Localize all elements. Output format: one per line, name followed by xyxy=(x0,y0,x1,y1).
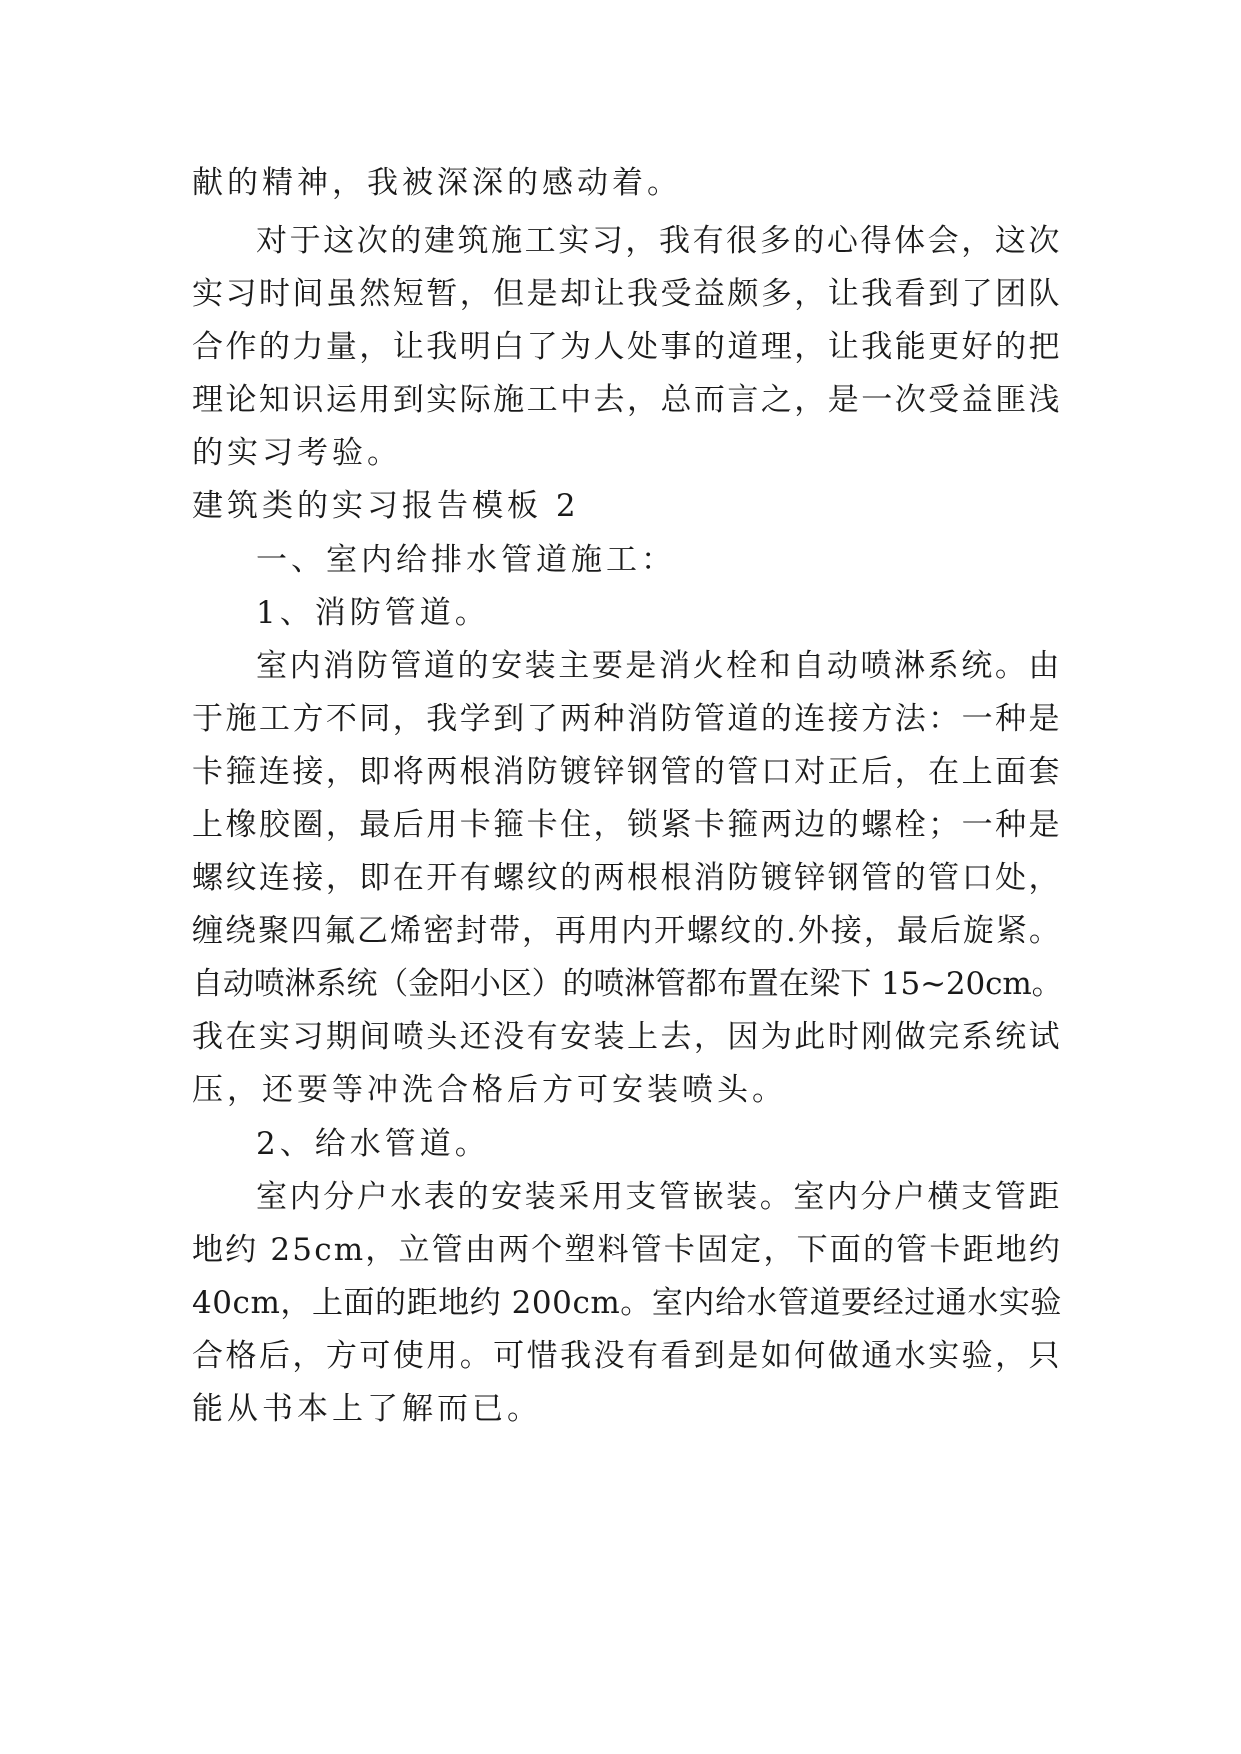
heading-line: 2、给水管道。 xyxy=(256,1126,490,1162)
paragraph-line: 缠绕聚四氟乙烯密封带，再用内开螺纹的.外接，最后旋紧。 xyxy=(192,913,1062,949)
heading-line: 1、消防管道。 xyxy=(256,595,490,631)
paragraph-line: 实习时间虽然短暂，但是却让我受益颇多，让我看到了团队 xyxy=(192,276,1062,312)
paragraph-line: 合作的力量，让我明白了为人处事的道理，让我能更好的把 xyxy=(192,329,1062,365)
paragraph-line: 能从书本上了解而已。 xyxy=(192,1391,542,1427)
paragraph-line: 室内分户水表的安装采用支管嵌装。室内分户横支管距 xyxy=(256,1179,1062,1215)
paragraph-line: 献的精神，我被深深的感动着。 xyxy=(192,165,682,201)
paragraph-line: 对于这次的建筑施工实习，我有很多的心得体会，这次 xyxy=(256,223,1062,259)
paragraph-line: 于施工方不同，我学到了两种消防管道的连接方法：一种是 xyxy=(192,701,1062,737)
heading-line: 一、室内给排水管道施工： xyxy=(256,542,676,578)
paragraph-line: 上橡胶圈，最后用卡箍卡住，锁紧卡箍两边的螺栓；一种是 xyxy=(192,807,1062,843)
paragraph-line: 卡箍连接，即将两根消防镀锌钢管的管口对正后，在上面套 xyxy=(192,754,1062,790)
paragraph-line: 合格后，方可使用。可惜我没有看到是如何做通水实验，只 xyxy=(192,1338,1062,1374)
paragraph-line: 地约 25cm，立管由两个塑料管卡固定，下面的管卡距地约 xyxy=(192,1232,1063,1268)
paragraph-line: 压，还要等冲洗合格后方可安装喷头。 xyxy=(192,1072,787,1108)
paragraph-line: 自动喷淋系统（金阳小区）的喷淋管都布置在梁下 15~20cm。 xyxy=(192,966,1063,1002)
paragraph-line: 我在实习期间喷头还没有安装上去，因为此时刚做完系统试 xyxy=(192,1019,1062,1055)
paragraph-line: 理论知识运用到实际施工中去，总而言之，是一次受益匪浅 xyxy=(192,382,1062,418)
section-title: 建筑类的实习报告模板 2 xyxy=(192,488,580,524)
paragraph-line: 螺纹连接，即在开有螺纹的两根根消防镀锌钢管的管口处， xyxy=(192,860,1062,896)
paragraph-line: 室内消防管道的安装主要是消火栓和自动喷淋系统。由 xyxy=(256,648,1062,684)
paragraph-line: 的实习考验。 xyxy=(192,435,402,471)
paragraph-line: 40cm，上面的距地约 200cm。室内给水管道要经过通水实验 xyxy=(192,1285,1062,1321)
